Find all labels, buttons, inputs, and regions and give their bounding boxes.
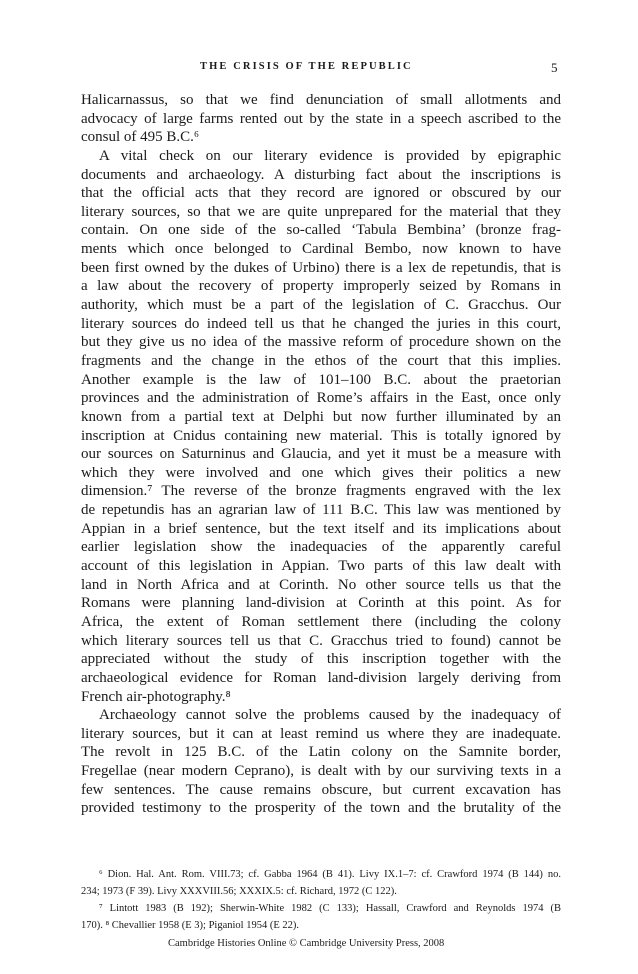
body-line: that the official acts that they record are ignored or obscured by our [81,185,561,202]
body-line: archaeological evidence for Roman land-division largely deriving from [81,669,561,686]
body-line: fragments and the change in the ethos of the court that this implies. [81,352,561,369]
footnote-line: 234; 1973 (F 39). Livy XXXVIII.56; XXXIX.5: cf. Richard, 1972 (C 122). [81,886,397,897]
body-line: literary sources do indeed tell us that he changed the juries in this court, [81,315,561,332]
body-line: our sources on Saturninus and Glaucia, and yet it must be a measure with [81,446,561,463]
body-line: consul of 495 B.C.⁶ [81,129,200,146]
body-line: authority, which must be a part of the legislation of C. Gracchus. Our [81,297,561,314]
body-line: The revolt in 125 B.C. of the Latin colony on the Samnite border, [81,744,561,761]
body-line: few sentences. The cause remains obscure, but current excavation has [81,781,561,798]
body-line: literary sources, but it can at least remind us where they are inadequate. [81,725,561,742]
body-line: A vital check on our literary evidence is provided by epigraphic [99,147,561,164]
body-line: French air-photography.⁸ [81,688,231,705]
body-line: Appian in a brief sentence, but the text itself and its implications about [81,520,561,537]
page-number: 5 [551,60,558,75]
running-head [0,61,638,79]
body-line: which literary sources tell us that C. Gracchus tried to found) cannot be [81,632,561,649]
body-line: earlier legislation show the inadequacies of the apparently careful [81,539,561,556]
footnote-line: 170). ⁸ Chevallier 1958 (E 3); Piganiol 1954 (E 22). [81,920,299,931]
body-line: Fregellae (near modern Ceprano), is dealt with by our surviving texts in a [81,763,561,780]
body-line: literary sources, so that we are quite unprepared for the material that they [81,203,561,220]
body-line: dimension.⁷ The reverse of the bronze fragments engraved with the lex [81,483,561,500]
body-line: known from a partial text at Delphi but now further illuminated by an [81,408,561,425]
body-line: Another example is the law of 101–100 B.C. about the praetorian [81,371,561,388]
body-line: documents and archaeology. A disturbing fact about the inscriptions is [81,166,561,183]
body-line: advocacy of large farms rented out by the state in a speech ascribed to the [81,110,561,127]
body-line: Halicarnassus, so that we find denunciation of small allotments and [81,92,561,108]
footnotes [81,866,561,934]
body-line: Africa, the extent of Roman settlement there (including the colony [81,613,561,630]
body-text [81,91,561,818]
body-line: land in North Africa and at Corinth. No other source tells us that the [81,576,561,593]
body-line: account of this legislation in Appian. Two parts of this law dealt with [81,558,561,575]
body-line: been first owned by the dukes of Urbino) there is a lex de repetundis, that is [81,259,561,276]
body-line: contain. On one side of the so-called ‘Tabula Bembina’ (bronze frag- [81,222,561,239]
running-head-title: THE CRISIS OF THE REPUBLIC [200,61,413,72]
body-line: provinces and the administration of Rome’s affairs in the East, once only [81,390,561,407]
body-line: inscription at Cnidus containing new material. This is totally ignored by [81,427,561,444]
body-line: but they give us no idea of the massive reform of procedure shown on the [81,334,561,351]
body-line: de repetundis has an agrarian law of 111 B.C. This law was mentioned by [81,502,561,519]
footnote-line: ⁶ Dion. Hal. Ant. Rom. VIII.73; cf. Gabba 1964 (B 41). Livy IX.1–7: cf. Crawford 1974 (B 144) no. [99,869,561,880]
body-line: appreciated without the study of this inscription together with the [81,651,561,668]
body-line: provided testimony to the prosperity of the town and the brutality of the [81,800,561,817]
body-line: which they were involved and one which gives their politics a new [81,464,561,481]
body-line: Archaeology cannot solve the problems caused by the inadequacy of [99,707,561,724]
body-line: ments which once belonged to Cardinal Bembo, now known to have [81,241,561,258]
body-line: a law about the recovery of property improperly seized by Romans in [81,278,561,295]
body-line: Romans were planning land-division at Corinth at this point. As for [81,595,561,612]
footnote-line: ⁷ Lintott 1983 (B 192); Sherwin-White 1982 (C 133); Hassall, Crawford and Reynolds 1974 (B [99,903,561,914]
copyright-footer: Cambridge Histories Online © Cambridge University Press, 2008 [168,938,445,949]
